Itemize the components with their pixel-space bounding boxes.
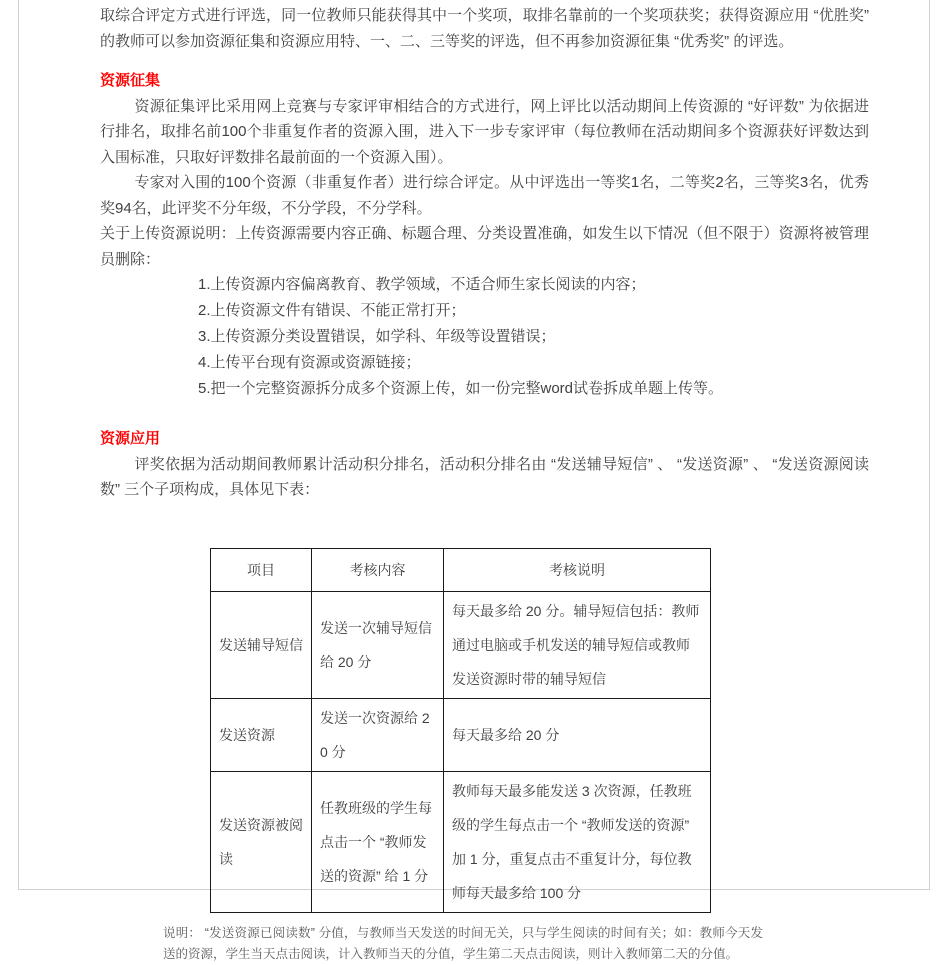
table-header-content: 考核内容 (312, 548, 444, 591)
table-cell-item: 发送资源被阅读 (211, 771, 312, 912)
table-cell-description: 教师每天最多能发送 3 次资源，任教班级的学生每点击一个 “教师发送的资源” 加 1 分，重复点击不重复计分，每位教师每天最多给 100 分 (444, 771, 711, 912)
table-cell-content: 发送一次辅导短信给 20 分 (312, 591, 444, 698)
document-body (19, 0, 929, 961)
table-cell-description: 每天最多给 20 分 (444, 698, 711, 771)
rule-item: 1.上传资源内容偏离教育、教学领域，不适合师生家长阅读的内容； (198, 276, 646, 293)
table-footnote: 说明： “发送资源已阅读数” 分值，与教师当天发送的时间无关，只与学生阅读的时间有关；如：教师今天发送的资源，学生当天点击阅读，计入教师当天的分值，学生第二天点击阅读，则计入教师第二天的分值。 (163, 925, 763, 961)
rule-item: 3.上传资源分类设置错误，如学科、年级等设置错误； (198, 328, 556, 345)
rule-item: 5.把一个完整资源拆分成多个资源上传，如一份完整word试卷拆成单题上传等。 (198, 380, 724, 397)
paragraph-expert-review: 专家对入围的100个资源（非重复作者）进行综合评定。从中评选出一等奖1名，二等奖2名，三等奖3名，优秀奖94名，此评奖不分年级，不分学段，不分学科。 (100, 174, 869, 217)
paragraph-collection-method: 资源征集评比采用网上竞赛与专家评审相结合的方式进行，网上评比以活动期间上传资源的 “好评数” 为依据进行排名，取排名前100个非重复作者的资源入围，进入下一步专家评审（每位教师在活动期间多个资源获好评数达到入围标准，只取好评数排名最前面的一个资源入围）。 (100, 97, 869, 166)
paragraph-application-scoring: 评奖依据为活动期间教师累计活动积分排名，活动积分排名由 “发送辅导短信” 、 “发送资源” 、 “发送资源阅读数” 三个子项构成，具体见下表： (100, 455, 869, 498)
rule-item: 4.上传平台现有资源或资源链接； (198, 354, 421, 371)
table-row (211, 698, 711, 771)
section-heading-resource-application: 资源应用 (100, 430, 161, 447)
rule-item: 2.上传资源文件有错误、不能正常打开； (198, 302, 466, 319)
table-header-row (211, 548, 711, 591)
table-row (211, 591, 711, 698)
table-cell-content: 发送一次资源给 20 分 (312, 698, 444, 771)
paragraph-award-rules: 取综合评定方式进行评选，同一位教师只能获得其中一个奖项，取排名靠前的一个奖项获奖；获得资源应用 “优胜奖” 的教师可以参加资源征集和资源应用特、一、二、三等奖的评选，但不再参加资源征集 “优秀奖” 的评选。 (100, 7, 869, 50)
table-cell-item: 发送辅导短信 (211, 591, 312, 698)
section-heading-resource-collection: 资源征集 (100, 72, 161, 89)
table-row (211, 771, 711, 912)
content-frame (18, 0, 930, 961)
table-cell-description: 每天最多给 20 分。辅导短信包括：教师通过电脑或手机发送的辅导短信或教师发送资源时带的辅导短信 (444, 591, 711, 698)
table-cell-content: 任教班级的学生每点击一个 “教师发送的资源” 给 1 分 (312, 771, 444, 912)
table-header-item: 项目 (211, 548, 312, 591)
table-header-description: 考核说明 (444, 548, 711, 591)
scoring-table (210, 548, 711, 913)
paragraph-upload-notice: 关于上传资源说明：上传资源需要内容正确、标题合理、分类设置准确，如发生以下情况（但不限于）资源将被管理员删除： (100, 225, 869, 268)
deletion-rules-list (198, 272, 869, 402)
table-cell-item: 发送资源 (211, 698, 312, 771)
